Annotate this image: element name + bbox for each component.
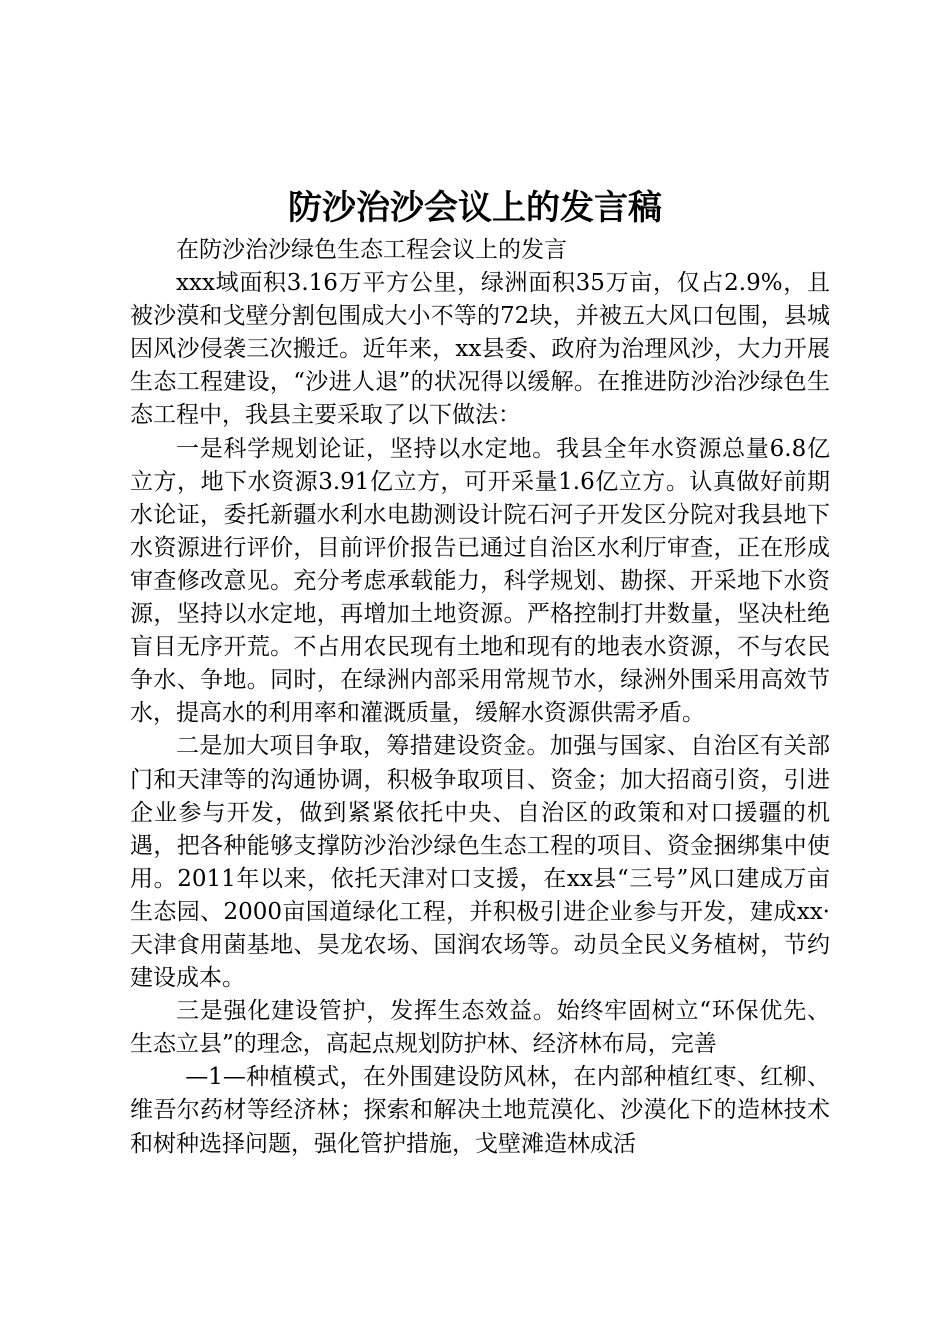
- paragraph-point-one: 一是科学规划论证，坚持以水定地。我县全年水资源总量6.8亿立方，地下水资源3.91亿立方，可开采量1.6亿立方。认真做好前期水论证，委托新疆水利水电勘测设计院石河子开发区分院对我县地下水资源进行评价，目前评价报告已通过自治区水利厅审查，正在形成审查修改意见。充分考虑承载能力，科学规划、勘探、开采地下水资源，坚持以水定地，再增加土地资源。严格控制打井数量，坚决杜绝盲目无序开荒。不占用农民现有土地和现有的地表水资源，不与农民争水、争地。同时，在绿洲内部采用常规节水，绿洲外围采用高效节水，提高水的利用率和灌溉质量，缓解水资源供需矛盾。: [130, 435, 830, 727]
- paragraph-subtitle: 在防沙治沙绿色生态工程会议上的发言: [176, 237, 567, 263]
- document-body: [130, 234, 830, 1161]
- paragraph-continuation: —1—种植模式，在外围建设防风林，在内部种植红枣、红柳、维吾尔药材等经济林；探索和解决土地荒漠化、沙漠化下的造林技术和树种选择问题，强化管护措施，戈壁滩造林成活: [130, 1064, 830, 1157]
- paragraph-intro: xxx域面积3.16万平方公里，绿洲面积35万亩，仅占2.9%，且被沙漠和戈壁分割包围成大小不等的72块，并被五大风口包围，县城因风沙侵袭三次搬迁。近年来，xx县委、政府为治理风沙，大力开展生态工程建设，“沙进人退”的状况得以缓解。在推进防沙治沙绿色生态工程中，我县主要采取了以下做法：: [130, 270, 830, 429]
- paragraph-point-three: 三是强化建设管护，发挥生态效益。始终牢固树立“环保优先、生态立县”的理念，高起点规划防护林、经济林布局，完善: [130, 998, 830, 1058]
- document-title: 防沙治沙会议上的发言稿: [288, 188, 662, 228]
- paragraph-point-two: 二是加大项目争取，筹措建设资金。加强与国家、自治区有关部门和天津等的沟通协调，积极争取项目、资金；加大招商引资，引进企业参与开发，做到紧紧依托中央、自治区的政策和对口援疆的机遇，把各种能够支撑防沙治沙绿色生态工程的项目、资金捆绑集中使用。2011年以来，依托天津对口支援，在xx县“三号”风口建成万亩生态园、2000亩国道绿化工程，并积极引进企业参与开发，建成xx·天津食用菌基地、昊龙农场、国润农场等。动员全民义务植树，节约建设成本。: [130, 733, 830, 992]
